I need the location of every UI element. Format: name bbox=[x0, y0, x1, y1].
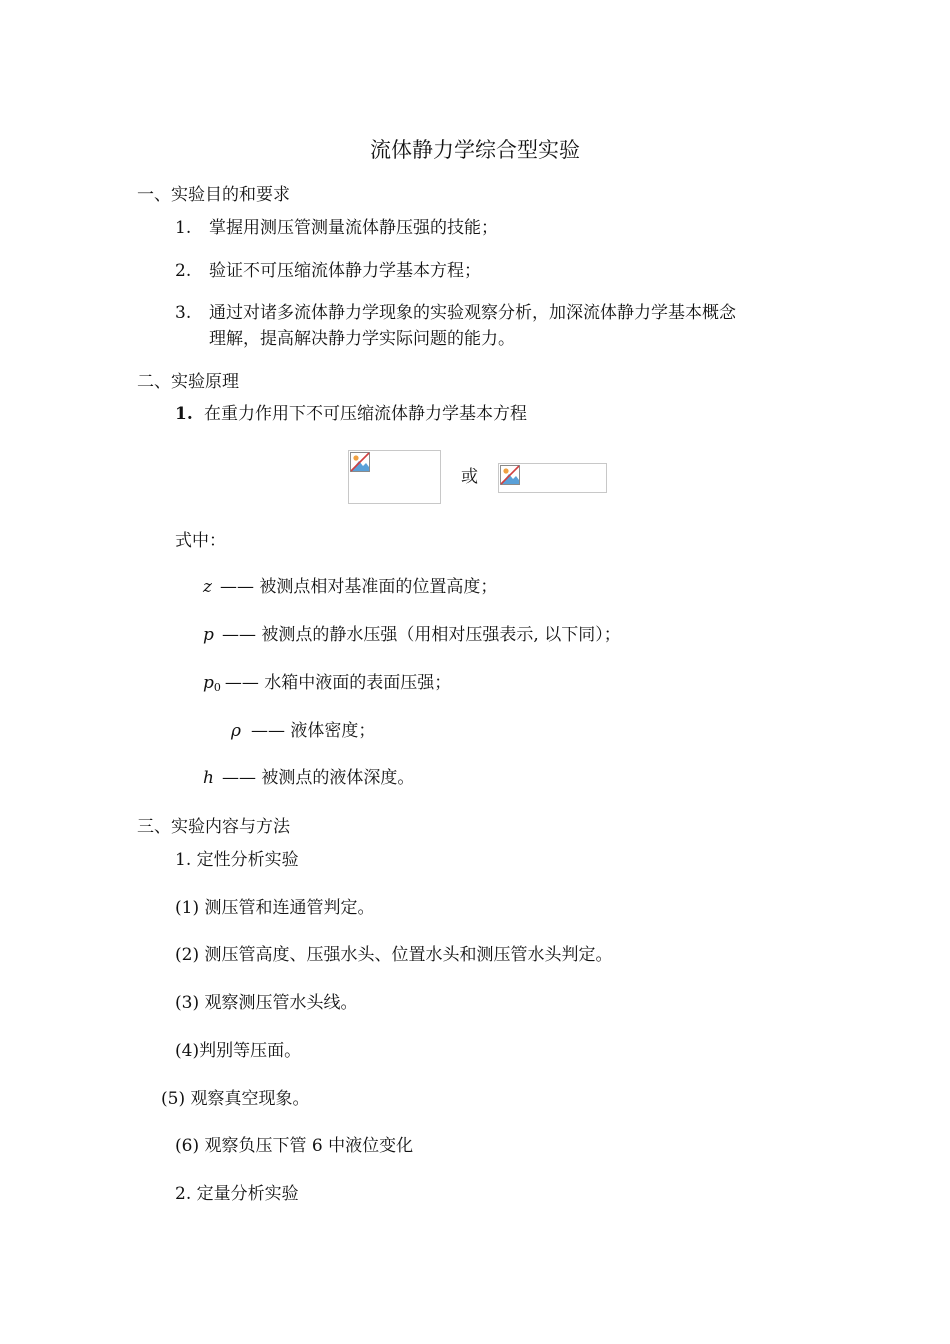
content-item: (3) 观察测压管水头线。 bbox=[175, 993, 358, 1013]
where-label: 式中： bbox=[175, 531, 226, 551]
symbol-subscript: 0 bbox=[213, 681, 221, 694]
broken-image-icon bbox=[500, 465, 520, 485]
equation-image-2 bbox=[498, 463, 607, 493]
objective-item-3 bbox=[175, 300, 736, 326]
definition-h bbox=[203, 765, 414, 791]
section-heading-principle: 二、实验原理 bbox=[137, 372, 239, 392]
equation-image-1 bbox=[348, 450, 441, 504]
content-item: (6) 观察负压下管 6 中液位变化 bbox=[175, 1136, 414, 1156]
objective-item-2 bbox=[175, 258, 481, 284]
definition-text: —— 被测点的液体深度。 bbox=[222, 768, 415, 788]
item-text: 验证不可压缩流体静力学基本方程； bbox=[209, 261, 481, 281]
section-heading-content: 三、实验内容与方法 bbox=[137, 817, 290, 837]
item-number: 2. bbox=[175, 261, 192, 281]
content-item: (1) 测压管和连通管判定。 bbox=[175, 898, 375, 918]
page-title: 流体静力学综合型实验 bbox=[370, 138, 580, 162]
item-number: 1. bbox=[175, 404, 193, 424]
definition-text: —— 液体密度； bbox=[251, 721, 376, 741]
definition-p bbox=[203, 622, 621, 648]
broken-image-icon bbox=[350, 452, 370, 472]
content-item: 2. 定量分析实验 bbox=[175, 1184, 299, 1204]
symbol: h bbox=[203, 768, 214, 788]
definition-text: —— 被测点的静水压强（用相对压强表示, 以下同）； bbox=[222, 625, 621, 645]
item-text: 掌握用测压管测量流体静压强的技能； bbox=[209, 218, 498, 238]
definition-text: —— 水箱中液面的表面压强； bbox=[224, 673, 452, 693]
symbol: z bbox=[203, 577, 212, 597]
content-item: 1. 定性分析实验 bbox=[175, 850, 299, 870]
symbol: p bbox=[203, 625, 214, 645]
definition-z bbox=[203, 574, 497, 600]
definition-p0 bbox=[203, 670, 451, 701]
or-text: 或 bbox=[461, 467, 478, 487]
objective-item-3-continued: 理解，提高解决静力学实际问题的能力。 bbox=[209, 329, 515, 349]
content-item: (5) 观察真空现象。 bbox=[161, 1089, 310, 1109]
definition-rho bbox=[231, 718, 375, 744]
item-text: 在重力作用下不可压缩流体静力学基本方程 bbox=[204, 404, 527, 424]
section-heading-objectives: 一、实验目的和要求 bbox=[137, 185, 290, 205]
content-item: (2) 测压管高度、压强水头、位置水头和测压管水头判定。 bbox=[175, 945, 613, 965]
symbol: ρ bbox=[231, 721, 241, 741]
objective-item-1 bbox=[175, 215, 498, 241]
item-number: 1. bbox=[175, 218, 192, 238]
symbol: p bbox=[203, 673, 214, 693]
item-number: 3. bbox=[175, 303, 192, 323]
principle-item-1 bbox=[175, 401, 527, 427]
content-item: (4)判别等压面。 bbox=[175, 1041, 302, 1061]
item-text: 通过对诸多流体静力学现象的实验观察分析，加深流体静力学基本概念 bbox=[209, 303, 736, 323]
definition-text: —— 被测点相对基准面的位置高度； bbox=[220, 577, 498, 597]
